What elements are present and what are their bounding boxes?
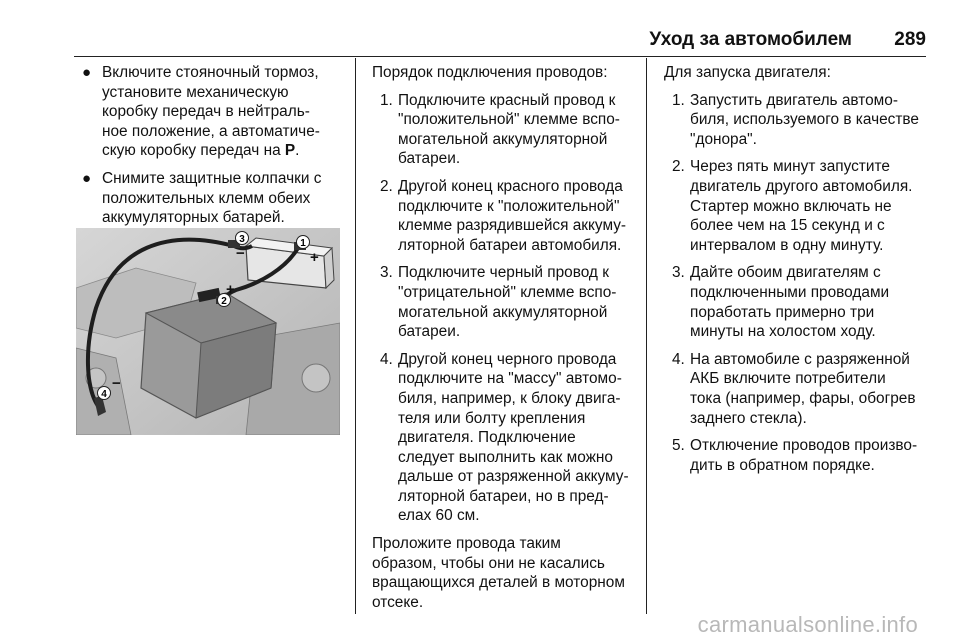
step-text: Отключение проводов произво- дить в обратном порядке. [690, 437, 918, 474]
plus-sign: + [310, 249, 319, 266]
plus-sign: + [226, 281, 235, 298]
list-item [372, 350, 640, 526]
minus-sign: − [236, 245, 245, 262]
bullet-bold: P [284, 142, 296, 160]
section-heading: Порядок подключения проводов: [372, 64, 608, 81]
list-item [372, 177, 640, 255]
step-number: 2. [380, 177, 393, 195]
step-number: 1. [380, 91, 393, 109]
callout-marker [98, 387, 111, 401]
column-divider-2 [646, 58, 647, 614]
bullet-dot: ● [82, 64, 92, 81]
step-number: 4. [672, 350, 685, 368]
connection-steps [372, 91, 640, 526]
list-item [372, 91, 640, 169]
svg-text:2: 2 [221, 296, 227, 307]
step-number: 1. [672, 91, 685, 109]
bullet-text: Включите стояночный тормоз, установите механическую коробку передач в нейтраль- ное положение, а автоматиче- скую коробку передач на [102, 64, 320, 160]
step-text: Через пять минут запустите двигатель другого автомобиля. Стартер можно включать не более чем на 15 секунд и с интервалом в одну минуту. [690, 158, 913, 254]
page-title: Уход за автомобилем [649, 29, 852, 50]
list-item [664, 436, 934, 475]
step-number: 5. [672, 437, 685, 455]
list-item [664, 91, 934, 150]
step-text: Подключите красный провод к "положительной" клемме вспо- могательной аккумуляторной батареи. [398, 91, 620, 168]
step-text: Дайте обоим двигателям с подключенными проводами поработать примерно три минуты на холостом ходу. [690, 264, 890, 341]
step-text: Подключите черный провод к "отрицательной" клемме вспо- могательной аккумуляторной батареи. [398, 264, 617, 341]
callout-marker [236, 232, 249, 246]
middle-column [372, 63, 640, 620]
page-header [74, 26, 926, 57]
bullet-item [76, 63, 346, 161]
callout-marker [297, 236, 310, 250]
list-item [664, 263, 934, 341]
bullet-dot: ● [82, 169, 92, 187]
svg-text:1: 1 [300, 238, 306, 249]
step-number: 2. [672, 158, 685, 176]
step-text: Запустить двигатель автомо- биля, используемого в качестве "донора". [690, 91, 919, 148]
bullet-item [76, 169, 346, 228]
step-text: Другой конец черного провода подключите на "массу" автомо- биля, например, к блоку двига- теля или болту крепления двигателя. Подключение следует выполнить как можно дальше от разряженной аккуму- ляторной батареи, но в пред- елах 60 см. [398, 350, 629, 525]
bullet-suffix: . [295, 142, 300, 160]
column-divider-1 [355, 58, 356, 614]
left-column [76, 63, 346, 236]
watermark: carmanualsonline.info [697, 612, 918, 637]
svg-text:4: 4 [101, 389, 107, 400]
page-number: 289 [894, 29, 926, 50]
list-item [664, 157, 934, 255]
start-steps [664, 91, 934, 476]
right-column [664, 63, 934, 483]
bullet-text: Снимите защитные колпачки с положительных клемм обеих аккумуляторных батарей. [102, 169, 322, 227]
step-number: 3. [380, 264, 393, 282]
step-number: 4. [380, 350, 393, 368]
section-heading: Для запуска двигателя: [664, 64, 831, 81]
step-text: На автомобиле с разряженной АКБ включите потребители тока (например, фары, обогрев заднего стекла). [690, 350, 916, 427]
list-item [372, 263, 640, 341]
step-text: Другой конец красного провода подключите к "положительной" клемме разрядившейся аккуму- ляторной батареи автомобиля. [398, 177, 627, 254]
closing-paragraph: Проложите провода таким образом, чтобы они не касались вращающихся деталей в моторном отсеке. [372, 535, 625, 611]
svg-text:3: 3 [239, 234, 245, 245]
list-item [664, 350, 934, 428]
minus-sign: − [112, 375, 121, 392]
engine-bay-illustration [76, 228, 340, 435]
battery-connection-figure [76, 228, 340, 435]
step-number: 3. [672, 264, 685, 282]
